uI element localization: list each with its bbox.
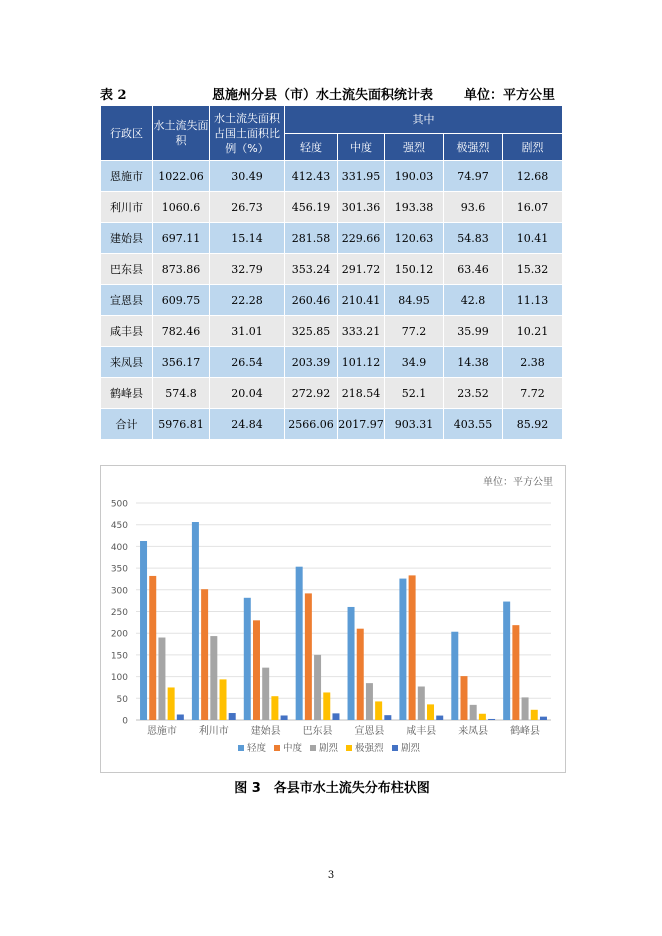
y-tick-label: 250 <box>110 608 128 618</box>
value-cell: 22.28 <box>210 285 285 316</box>
bar <box>192 522 199 720</box>
value-cell: 412.43 <box>285 161 338 192</box>
bar <box>140 541 147 720</box>
legend-label: 极强烈 <box>355 743 384 754</box>
bar <box>296 567 303 720</box>
table-row <box>101 223 563 254</box>
y-tick-label: 400 <box>110 542 128 553</box>
bar-chart <box>100 465 566 773</box>
value-cell: 85.92 <box>503 409 563 440</box>
value-cell: 574.8 <box>153 378 210 409</box>
x-tick-label: 鹤峰县 <box>510 726 541 737</box>
figure-caption: 图 3 各县市水土流失分布柱状图 <box>234 781 430 796</box>
legend-swatch <box>392 745 398 751</box>
value-cell: 11.13 <box>503 285 563 316</box>
value-cell: 34.9 <box>385 347 444 378</box>
x-tick-label: 宣恩县 <box>354 726 385 737</box>
bar <box>460 676 467 720</box>
x-tick-label: 来凤县 <box>458 726 489 737</box>
page-number: 3 <box>327 870 335 881</box>
value-cell: 1060.6 <box>153 192 210 223</box>
value-cell: 10.41 <box>503 223 563 254</box>
value-cell: 12.68 <box>503 161 563 192</box>
region-cell: 恩施市 <box>101 161 153 192</box>
y-tick-label: 100 <box>110 673 128 684</box>
value-cell: 272.92 <box>285 378 338 409</box>
value-cell: 23.52 <box>444 378 503 409</box>
value-cell: 31.01 <box>210 316 285 347</box>
bar <box>271 696 278 720</box>
value-cell: 333.21 <box>338 316 385 347</box>
value-cell: 2.38 <box>503 347 563 378</box>
value-cell: 782.46 <box>153 316 210 347</box>
legend-label: 轻度 <box>247 743 267 754</box>
value-cell: 609.75 <box>153 285 210 316</box>
value-cell: 203.39 <box>285 347 338 378</box>
bar <box>332 713 339 720</box>
chart-svg <box>101 466 565 772</box>
region-cell: 来凤县 <box>101 347 153 378</box>
bar <box>168 687 175 720</box>
value-cell: 873.86 <box>153 254 210 285</box>
value-cell: 356.17 <box>153 347 210 378</box>
legend-label: 剧烈 <box>401 743 421 754</box>
bar <box>158 638 165 720</box>
table-row <box>101 378 563 409</box>
region-cell: 咸丰县 <box>101 316 153 347</box>
legend-swatch <box>238 745 244 751</box>
value-cell: 35.99 <box>444 316 503 347</box>
y-tick-label: 500 <box>110 499 128 510</box>
bar <box>210 636 217 720</box>
value-cell: 260.46 <box>285 285 338 316</box>
y-tick-label: 150 <box>110 651 128 662</box>
table-row <box>101 347 563 378</box>
bar <box>488 719 495 720</box>
bar <box>366 683 373 720</box>
bar <box>348 607 355 720</box>
y-tick-label: 300 <box>110 586 128 597</box>
y-tick-label: 50 <box>116 694 128 705</box>
bar <box>436 716 443 720</box>
header-level: 强烈 <box>385 134 444 161</box>
value-cell: 120.63 <box>385 223 444 254</box>
value-cell: 353.24 <box>285 254 338 285</box>
value-cell: 14.38 <box>444 347 503 378</box>
bar <box>399 579 406 720</box>
value-cell: 54.83 <box>444 223 503 254</box>
value-cell: 281.58 <box>285 223 338 254</box>
bar <box>253 620 260 720</box>
value-cell: 190.03 <box>385 161 444 192</box>
value-cell: 15.32 <box>503 254 563 285</box>
bar <box>451 632 458 720</box>
bar <box>149 576 156 720</box>
header-group: 其中 <box>285 106 563 134</box>
table-row <box>101 192 563 223</box>
y-tick-label: 0 <box>122 716 128 727</box>
value-cell: 210.41 <box>338 285 385 316</box>
bar <box>177 714 184 720</box>
region-cell: 合计 <box>101 409 153 440</box>
value-cell: 52.1 <box>385 378 444 409</box>
bar <box>201 589 208 720</box>
header-region: 行政区 <box>101 106 153 161</box>
value-cell: 101.12 <box>338 347 385 378</box>
y-tick-label: 450 <box>110 521 128 532</box>
x-tick-label: 建始县 <box>250 726 281 737</box>
table-row <box>101 316 563 347</box>
value-cell: 32.79 <box>210 254 285 285</box>
value-cell: 15.14 <box>210 223 285 254</box>
header-level: 极强烈 <box>444 134 503 161</box>
value-cell: 150.12 <box>385 254 444 285</box>
value-cell: 2566.06 <box>285 409 338 440</box>
bar <box>540 717 547 720</box>
bar <box>503 602 510 720</box>
value-cell: 5976.81 <box>153 409 210 440</box>
value-cell: 325.85 <box>285 316 338 347</box>
value-cell: 218.54 <box>338 378 385 409</box>
bar <box>418 686 425 720</box>
region-cell: 鹤峰县 <box>101 378 153 409</box>
header-area: 水土流失面积 <box>153 106 210 161</box>
bar <box>470 705 477 720</box>
chart-unit-label: 单位：平方公里 <box>483 477 553 488</box>
table-unit: 单位：平方公里 <box>464 88 556 103</box>
bar <box>409 575 416 720</box>
table-title: 恩施州分县（市）水土流失面积统计表 <box>212 88 434 103</box>
soil-erosion-table <box>100 105 563 440</box>
x-tick-label: 咸丰县 <box>406 726 437 737</box>
table-row <box>101 409 563 440</box>
value-cell: 1022.06 <box>153 161 210 192</box>
table-row <box>101 254 563 285</box>
value-cell: 697.11 <box>153 223 210 254</box>
header-level: 轻度 <box>285 134 338 161</box>
value-cell: 456.19 <box>285 192 338 223</box>
value-cell: 7.72 <box>503 378 563 409</box>
value-cell: 291.72 <box>338 254 385 285</box>
bar <box>262 668 269 720</box>
legend-label: 剧烈 <box>319 743 339 754</box>
bar <box>357 629 364 720</box>
value-cell: 24.84 <box>210 409 285 440</box>
legend-label: 中度 <box>283 743 303 754</box>
bar <box>314 655 321 720</box>
legend-swatch <box>310 745 316 751</box>
value-cell: 229.66 <box>338 223 385 254</box>
value-cell: 20.04 <box>210 378 285 409</box>
table-row <box>101 285 563 316</box>
x-tick-label: 巴东县 <box>302 726 333 737</box>
region-cell: 宣恩县 <box>101 285 153 316</box>
value-cell: 77.2 <box>385 316 444 347</box>
region-cell: 利川市 <box>101 192 153 223</box>
bar <box>220 679 227 720</box>
value-cell: 42.8 <box>444 285 503 316</box>
bar <box>323 692 330 720</box>
x-tick-label: 利川市 <box>198 726 229 737</box>
bar <box>244 598 251 720</box>
bar <box>512 625 519 720</box>
value-cell: 16.07 <box>503 192 563 223</box>
value-cell: 403.55 <box>444 409 503 440</box>
bar <box>281 715 288 720</box>
bar <box>384 715 391 720</box>
region-cell: 建始县 <box>101 223 153 254</box>
table-row <box>101 161 563 192</box>
value-cell: 26.73 <box>210 192 285 223</box>
header-ratio: 水土流失面积占国土面积比例（%） <box>210 106 285 161</box>
value-cell: 2017.97 <box>338 409 385 440</box>
bar <box>522 697 529 720</box>
bar <box>305 593 312 720</box>
bar <box>427 704 434 720</box>
bar <box>479 714 486 720</box>
y-tick-label: 200 <box>110 629 128 640</box>
bar <box>229 713 236 720</box>
table-label: 表 2 <box>100 88 127 103</box>
value-cell: 903.31 <box>385 409 444 440</box>
bar <box>531 710 538 720</box>
region-cell: 巴东县 <box>101 254 153 285</box>
value-cell: 30.49 <box>210 161 285 192</box>
table-body <box>101 161 563 440</box>
header-level: 剧烈 <box>503 134 563 161</box>
x-tick-label: 恩施市 <box>146 726 177 737</box>
value-cell: 84.95 <box>385 285 444 316</box>
y-tick-label: 350 <box>110 564 128 575</box>
value-cell: 301.36 <box>338 192 385 223</box>
value-cell: 10.21 <box>503 316 563 347</box>
bar <box>375 701 382 720</box>
header-level: 中度 <box>338 134 385 161</box>
value-cell: 93.6 <box>444 192 503 223</box>
legend-swatch <box>274 745 280 751</box>
legend-swatch <box>346 745 352 751</box>
value-cell: 331.95 <box>338 161 385 192</box>
value-cell: 26.54 <box>210 347 285 378</box>
value-cell: 193.38 <box>385 192 444 223</box>
value-cell: 63.46 <box>444 254 503 285</box>
table-caption <box>100 84 562 104</box>
value-cell: 74.97 <box>444 161 503 192</box>
